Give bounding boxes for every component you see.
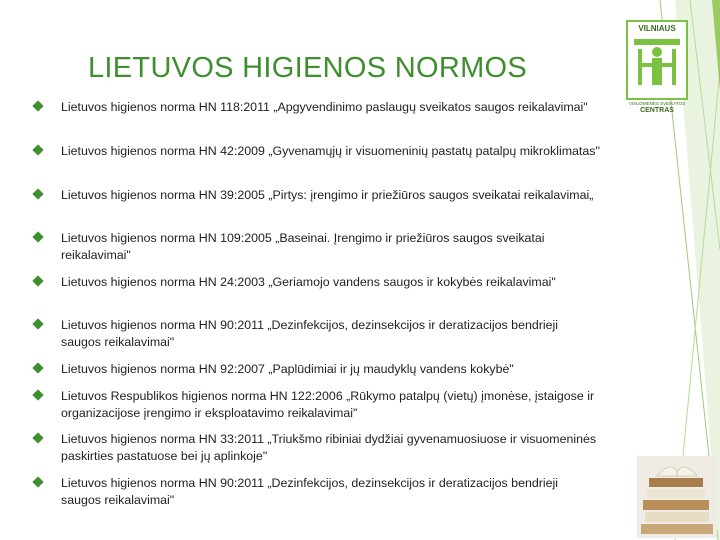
list-item-text: Lietuvos higienos norma HN 90:2011 „Dezinfekcijos, dezinsekcijos ir deratizacijos bendrieji saugos reikalavimai" — [61, 476, 559, 507]
logo-bottom-text: CENTRAS — [640, 107, 674, 114]
diamond-bullet-icon — [32, 432, 43, 443]
books-image — [637, 456, 717, 538]
list-item-text: Lietuvos higienos norma HN 92:2007 „Paplūdimiai ir jų maudyklų vandens kokybė" — [61, 362, 514, 376]
diamond-bullet-icon — [32, 476, 43, 487]
diamond-bullet-icon — [32, 318, 43, 329]
list-item-text: Lietuvos higienos norma HN 33:2011 „Triukšmo ribiniai dydžiai gyvenamuosiuose ir visuomeninės paskirties pastatuose bei jų aplinkoje" — [61, 432, 597, 463]
logo-frame — [626, 20, 688, 100]
vilnius-public-health-center-logo — [622, 20, 692, 116]
diamond-bullet-icon — [32, 275, 43, 286]
diamond-bullet-icon — [32, 389, 43, 400]
diamond-bullet-icon — [32, 100, 43, 111]
diamond-bullet-icon — [32, 144, 43, 155]
list-item-text: Lietuvos higienos norma HN 109:2005 „Baseinai. Įrengimo ir priežiūros saugos sveikatai reikalavimai" — [61, 231, 545, 262]
list-item-text: Lietuvos higienos norma HN 42:2009 „Gyvenamųjų ir visuomeninių pastatų patalpų mikroklimatas" — [61, 144, 600, 158]
diamond-bullet-icon — [32, 231, 43, 242]
diamond-bullet-icon — [32, 188, 43, 199]
list-item-text: Lietuvos Respublikos higienos norma HN 122:2006 „Rūkymo patalpų (vietų) įmonėse, įstaigose ir organizacijose įrengimo ir eksploatavimo reikalavimai" — [61, 389, 595, 420]
diamond-bullet-icon — [32, 362, 43, 373]
slide-title: LIETUVOS HIGIENOS NORMOS — [88, 52, 528, 84]
list-item-text: Lietuvos higienos norma HN 90:2011 „Dezinfekcijos, dezinsekcijos ir deratizacijos bendrieji saugos reikalavimai" — [61, 318, 559, 349]
logo-top-text: VILNIAUS — [638, 24, 676, 33]
list-item-text: Lietuvos higienos norma HN 118:2011 „Apgyvendinimo paslaugų sveikatos saugos reikalavimai" — [61, 100, 588, 114]
list-item-text: Lietuvos higienos norma HN 24:2003 „Geriamojo vandens saugos ir kokybės reikalavimai" — [61, 275, 556, 289]
human-figure-icon — [634, 35, 680, 85]
list-item-text: Lietuvos higienos norma HN 39:2005 „Pirtys: įrengimo ir priežiūros saugos sveikatai reikalavimai„ — [61, 188, 594, 202]
logo-small-text: VISUOMENĖS SVEIKATOS — [628, 101, 686, 106]
